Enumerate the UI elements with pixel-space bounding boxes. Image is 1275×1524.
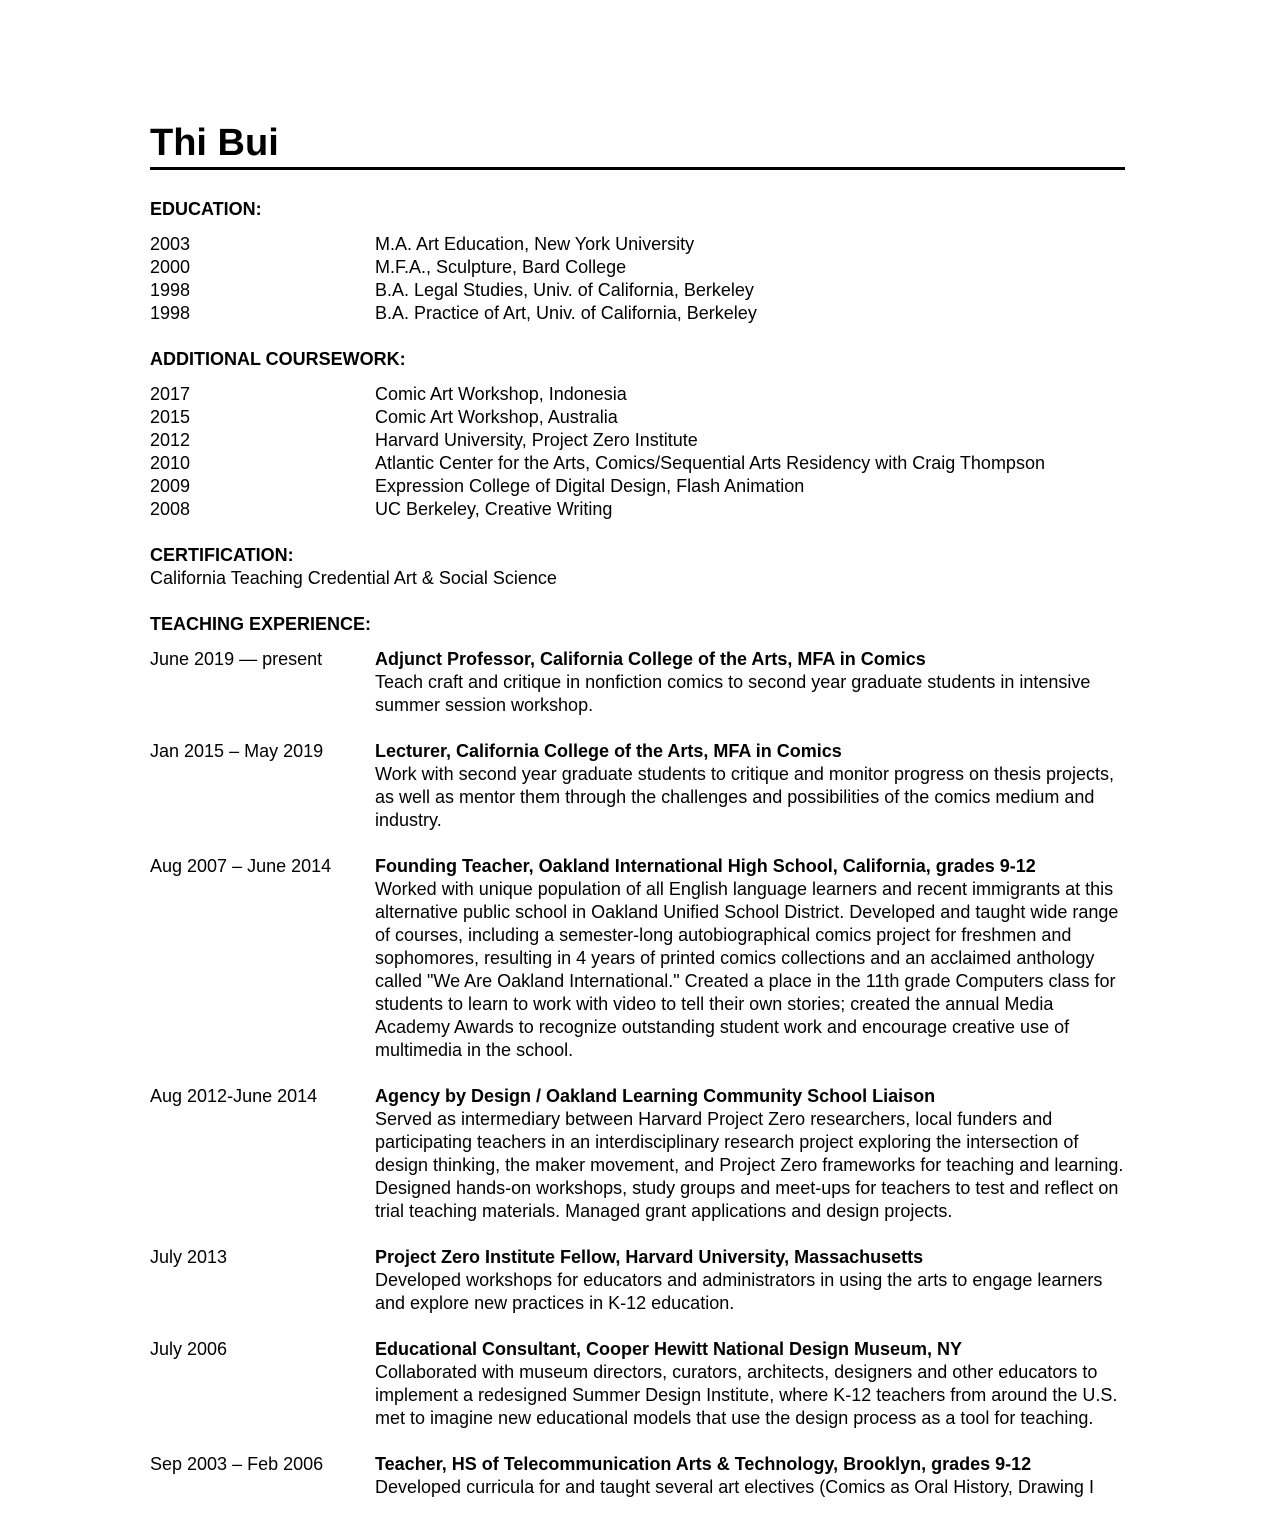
teaching-entry [150,648,1130,717]
teaching-description: Served as intermediary between Harvard Project Zero researchers, local funders and participating teachers in an interdisciplinary research project exploring the intersection of design thinking, the maker movement, and Project Zero frameworks for teaching and learning. Designed hands-on workshops, study groups and meet-ups for teachers to test and reflect on trial teaching materials. Managed grant applications and design projects. [375,1109,1124,1221]
teaching-title: Agency by Design / Oakland Learning Community School Liaison [375,1086,936,1106]
teaching-title: Lecturer, California College of the Arts, MFA in Comics [375,741,842,761]
teaching-heading: TEACHING EXPERIENCE: [150,614,372,634]
coursework-item [150,498,1130,521]
coursework-heading: ADDITIONAL COURSEWORK: [150,349,406,369]
teaching-date: Aug 2007 – June 2014 [150,856,332,876]
education-item [150,256,1130,279]
teaching-date: Jan 2015 – May 2019 [150,741,324,761]
education-item [150,302,1130,325]
certification-heading: CERTIFICATION: [150,545,294,565]
person-name: Thi Bui [150,122,279,164]
education-degree: M.A. Art Education, New York University [375,234,695,254]
coursework-year: 2012 [150,430,191,450]
teaching-description: Collaborated with museum directors, curators, architects, designers and other educators to implement a redesigned Summer Design Institute, where K-12 teachers from around the U.S. met to imagine new educational models that use the design process as a tool for teaching. [375,1362,1118,1428]
coursework-item [150,429,1130,452]
teaching-entry [150,740,1130,832]
coursework-list [150,383,1130,521]
teaching-title: Project Zero Institute Fellow, Harvard University, Massachusetts [375,1247,924,1267]
resume-content [150,198,1130,1499]
coursework-year: 2009 [150,476,191,496]
coursework-year: 2017 [150,384,191,404]
coursework-item [150,452,1130,475]
coursework-text: Expression College of Digital Design, Flash Animation [375,476,805,496]
teaching-entry [150,855,1130,1062]
title-divider [150,167,1125,170]
teaching-description: Worked with unique population of all English language learners and recent immigrants at this alternative public school in Oakland Unified School District. Developed and taught wide range of courses, including a semester-long autobiographical comics project for freshmen and sophomores, resulting in 4 years of printed comics collections and an acclaimed anthology called "We Are Oakland International." Created a place in the 11th grade Computers class for students to learn to work with video to tell their own stories; created the annual Media Academy Awards to recognize outstanding student work and encourage creative use of multimedia in the school. [375,879,1119,1060]
teaching-date: June 2019 — present [150,649,323,669]
teaching-entry [150,1085,1130,1223]
teaching-entry [150,1338,1130,1430]
coursework-year: 2015 [150,407,191,427]
teaching-entry [150,1246,1130,1315]
teaching-date: July 2006 [150,1339,228,1359]
coursework-item [150,475,1130,498]
coursework-item [150,406,1130,429]
teaching-title: Adjunct Professor, California College of the Arts, MFA in Comics [375,649,926,669]
education-degree: M.F.A., Sculpture, Bard College [375,257,627,277]
teaching-description: Teach craft and critique in nonfiction comics to second year graduate students in intensive summer session workshop. [375,672,1091,715]
coursework-text: Comic Art Workshop, Indonesia [375,384,627,404]
coursework-item [150,383,1130,406]
education-year: 1998 [150,303,191,323]
teaching-description: Work with second year graduate students to critique and monitor progress on thesis projects, as well as mentor them through the challenges and possibilities of the comics medium and industry. [375,764,1115,830]
education-degree: B.A. Practice of Art, Univ. of California, Berkeley [375,303,757,323]
coursework-text: Harvard University, Project Zero Institute [375,430,698,450]
education-year: 1998 [150,280,191,300]
teaching-description: Developed workshops for educators and administrators in using the arts to engage learners and explore new practices in K-12 education. [375,1270,1103,1313]
teaching-description: Developed curricula for and taught several art electives (Comics as Oral History, Drawing I [375,1477,1094,1497]
teaching-title: Founding Teacher, Oakland International High School, California, grades 9-12 [375,856,1036,876]
education-degree: B.A. Legal Studies, Univ. of California, Berkeley [375,280,754,300]
education-list [150,233,1130,325]
coursework-year: 2008 [150,499,191,519]
teaching-title: Educational Consultant, Cooper Hewitt National Design Museum, NY [375,1339,963,1359]
coursework-year: 2010 [150,453,191,473]
coursework-text: Atlantic Center for the Arts, Comics/Sequential Arts Residency with Craig Thompson [375,453,1045,473]
education-item [150,233,1130,256]
teaching-entry [150,1453,1130,1499]
education-year: 2003 [150,234,191,254]
teaching-date: Sep 2003 – Feb 2006 [150,1454,324,1474]
coursework-text: UC Berkeley, Creative Writing [375,499,613,519]
coursework-text: Comic Art Workshop, Australia [375,407,618,427]
teaching-date: Aug 2012-June 2014 [150,1086,318,1106]
teaching-date: July 2013 [150,1247,228,1267]
teaching-list [150,648,1130,1499]
teaching-title: Teacher, HS of Telecommunication Arts & Technology, Brooklyn, grades 9-12 [375,1454,1032,1474]
certification-text: California Teaching Credential Art & Social Science [150,568,557,588]
education-item [150,279,1130,302]
education-heading: EDUCATION: [150,199,262,219]
education-year: 2000 [150,257,191,277]
